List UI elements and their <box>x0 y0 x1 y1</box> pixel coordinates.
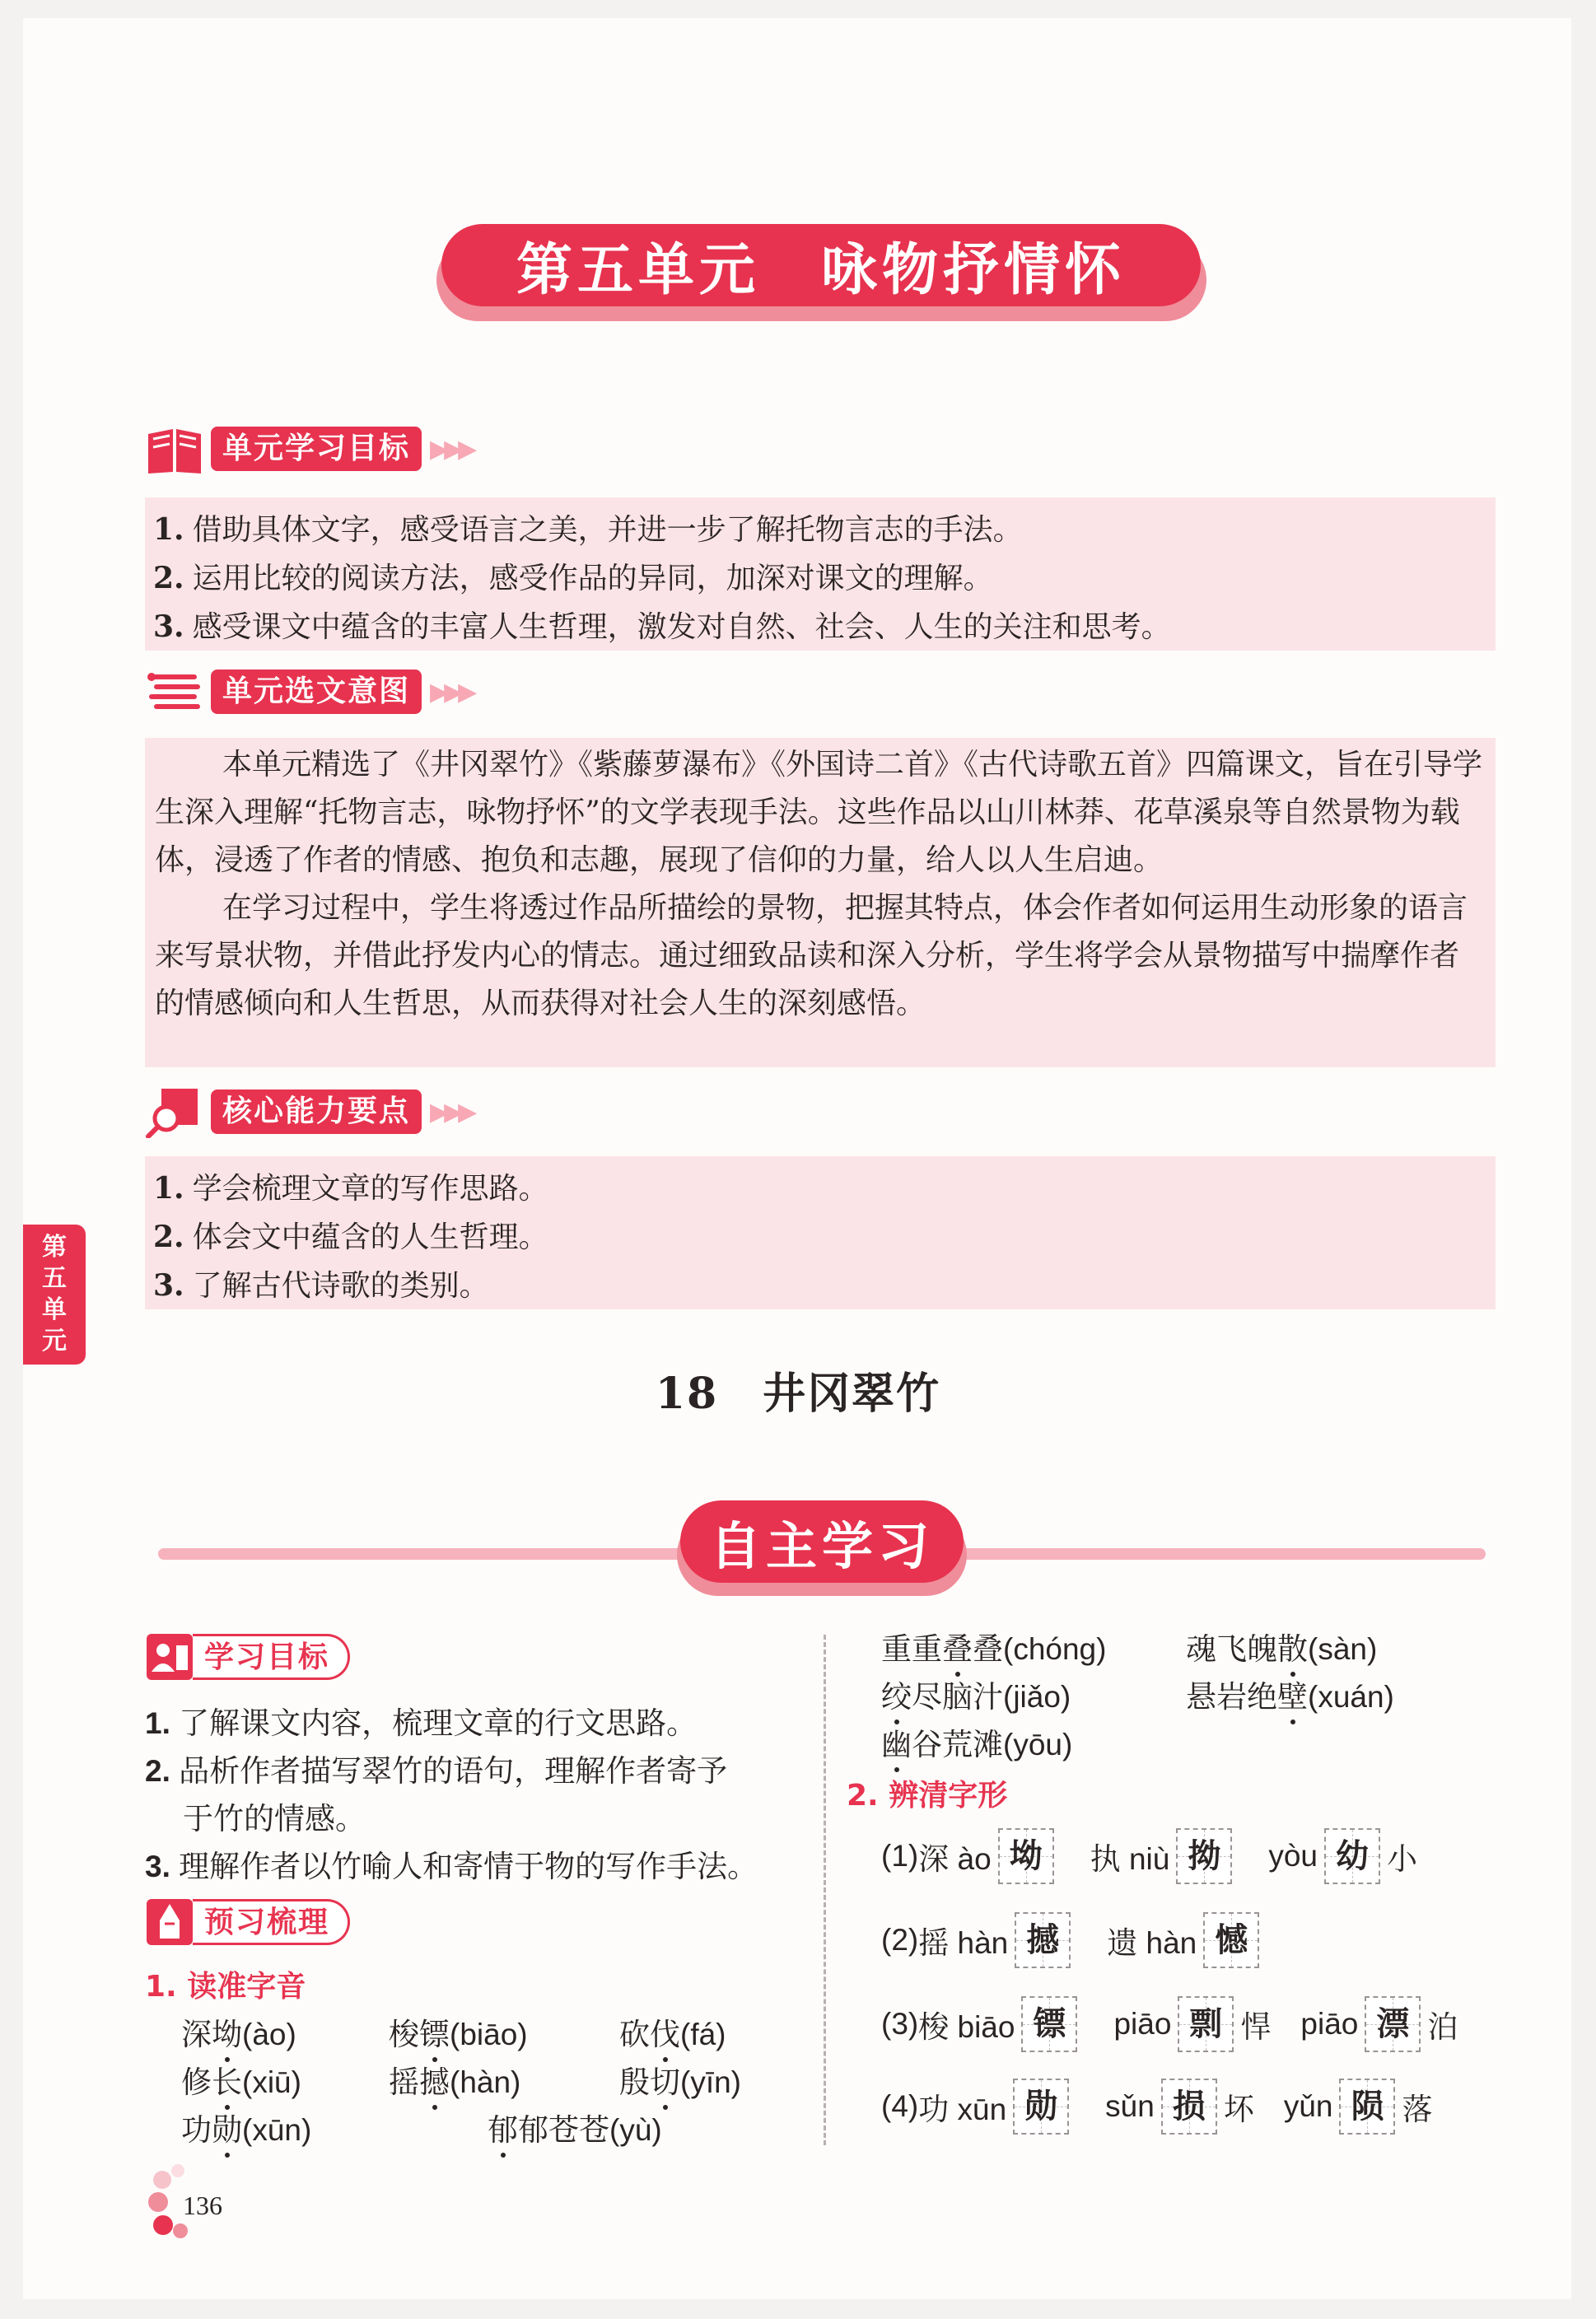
char-box: 陨 <box>1339 2079 1395 2135</box>
core-skills-label: 核心能力要点 <box>211 1090 422 1134</box>
char-box: 拗 <box>1176 1828 1232 1884</box>
study-goal-item: 3. 理解作者以竹喻人和寄情于物的写作手法。 <box>145 1850 758 1883</box>
study-goal-item: 于竹的情感。 <box>183 1802 366 1836</box>
intent-paragraph-2: 在学习过程中，学生将透过作品所描绘的景物，把握其特点，体会作者如何运用生动形象的语言来写景状物，并借此抒发内心的情志。通过细致品读和深入分析，学生将学会从景物描写中揣摩作者的情感倾向和人生哲思，从而获得对社会人生的深刻感悟。 <box>155 891 1468 1020</box>
form-row-3: (3) 梭 biāo 镖 piāo 剽 悍 piāo 漂 泊 <box>881 1993 1458 2055</box>
pronunciation-title: 1. 读准字音 <box>145 1970 306 2004</box>
list-item: 3. 了解古代诗歌的类别。 <box>153 1268 489 1303</box>
char-box: 镖 <box>1021 1996 1077 2052</box>
word-item: 幽谷荒滩(yōu) <box>881 1719 1072 1764</box>
person-icon <box>147 1634 193 1680</box>
core-skills-header <box>145 1085 472 1138</box>
unit-goals-label: 单元学习目标 <box>211 427 422 471</box>
list-item: 3. 感受课文中蕴含的丰富人生哲理，激发对自然、社会、人生的关注和思考。 <box>153 609 1171 644</box>
unit-title: 第五单元 咏物抒情怀 <box>516 237 1126 303</box>
page-number: 136 <box>183 2191 222 2220</box>
list-item: 2. 运用比较的阅读方法，感受作品的异同，加深对课文的理解。 <box>153 561 993 595</box>
unit-goals-header <box>145 422 472 475</box>
book-icon <box>145 422 204 475</box>
word-item: 梭镖(biāo) <box>389 2009 528 2054</box>
word-item: 修长(xiū) <box>181 2057 301 2102</box>
unit-intent-header <box>145 665 472 718</box>
word-item: 重重叠叠(chóng) <box>881 1624 1106 1668</box>
study-goals-label: 学习目标 <box>193 1634 350 1680</box>
word-item: 砍伐(fá) <box>619 2009 726 2054</box>
list-item: 1. 借助具体文字，感受语言之美，并进一步了解托物言志的手法。 <box>153 512 1023 547</box>
intent-paragraph-1: 本单元精选了《井冈翠竹》《紫藤萝瀑布》《外国诗二首》《古代诗歌五首》四篇课文，旨在引导学生深入理解“托物言志，咏物抒怀”的文学表现手法。这些作品以山川林莽、花草溪泉等自然景物为载体，浸透了作者的情感、抱负和志趣，展现了信仰的力量，给人以人生启迪。 <box>155 748 1483 877</box>
self-study-title: 自主学习 <box>680 1500 964 1583</box>
form-row-4: (4) 功 xūn 勋 sǔn 损 坏 yǔn 陨 落 <box>881 2075 1432 2138</box>
arrows-icon: ▶▶▶ <box>430 1097 473 1127</box>
column-divider <box>824 1635 826 2145</box>
char-box: 损 <box>1161 2079 1217 2135</box>
pencil-icon <box>147 1899 193 1945</box>
word-item: 绞尽脑汁(jiǎo) <box>881 1672 1071 1716</box>
study-goal-item: 2. 品析作者描写翠竹的语句，理解作者寄予 <box>145 1754 728 1788</box>
word-item: 殷切(yīn) <box>619 2057 741 2102</box>
core-skills-box <box>145 1156 1496 1309</box>
char-box: 勋 <box>1013 2079 1069 2135</box>
word-item: 魂飞魄散(sàn) <box>1186 1624 1377 1668</box>
char-box: 漂 <box>1365 1996 1421 2052</box>
unit-side-tab: 第 五 单 元 <box>23 1225 86 1365</box>
unit-title-banner <box>436 224 1206 321</box>
char-box: 剽 <box>1178 1996 1234 2052</box>
magnifier-icon <box>145 1085 204 1138</box>
form-title: 2. 辨清字形 <box>847 1779 1008 1813</box>
lesson-title: 18 井冈翠竹 <box>655 1369 941 1419</box>
arrows-icon: ▶▶▶ <box>430 677 473 707</box>
study-goal-item: 1. 了解课文内容，梳理文章的行文思路。 <box>145 1706 698 1740</box>
unit-intent-label: 单元选文意图 <box>211 670 422 714</box>
preview-label: 预习梳理 <box>193 1899 350 1945</box>
preview-header <box>147 1899 350 1945</box>
word-item: 摇撼(hàn) <box>389 2057 520 2102</box>
word-item: 功勋(xūn) <box>181 2105 311 2149</box>
word-item: 悬岩绝壁(xuán) <box>1186 1672 1394 1716</box>
self-study-banner <box>677 1500 967 1598</box>
word-item: 深坳(ào) <box>181 2009 296 2054</box>
arrows-icon: ▶▶▶ <box>430 434 473 464</box>
char-box: 坳 <box>998 1828 1054 1884</box>
study-goals-header <box>147 1634 350 1680</box>
char-box: 憾 <box>1203 1912 1259 1968</box>
form-row-1: (1) 深 ào 坳 执 niù 拗 yòu 幼 小 <box>881 1825 1417 1887</box>
scroll-icon <box>145 665 204 718</box>
form-row-2: (2) 摇 hàn 撼 遗 hàn 憾 <box>881 1909 1266 1971</box>
char-box: 幼 <box>1324 1828 1380 1884</box>
unit-intent-box <box>145 738 1496 1067</box>
unit-goals-box <box>145 497 1496 651</box>
list-item: 1. 学会梳理文章的写作思路。 <box>153 1171 548 1206</box>
list-item: 2. 体会文中蕴含的人生哲理。 <box>153 1220 548 1254</box>
char-box: 撼 <box>1015 1912 1071 1968</box>
word-item: 郁郁苍苍(yù) <box>488 2105 662 2149</box>
